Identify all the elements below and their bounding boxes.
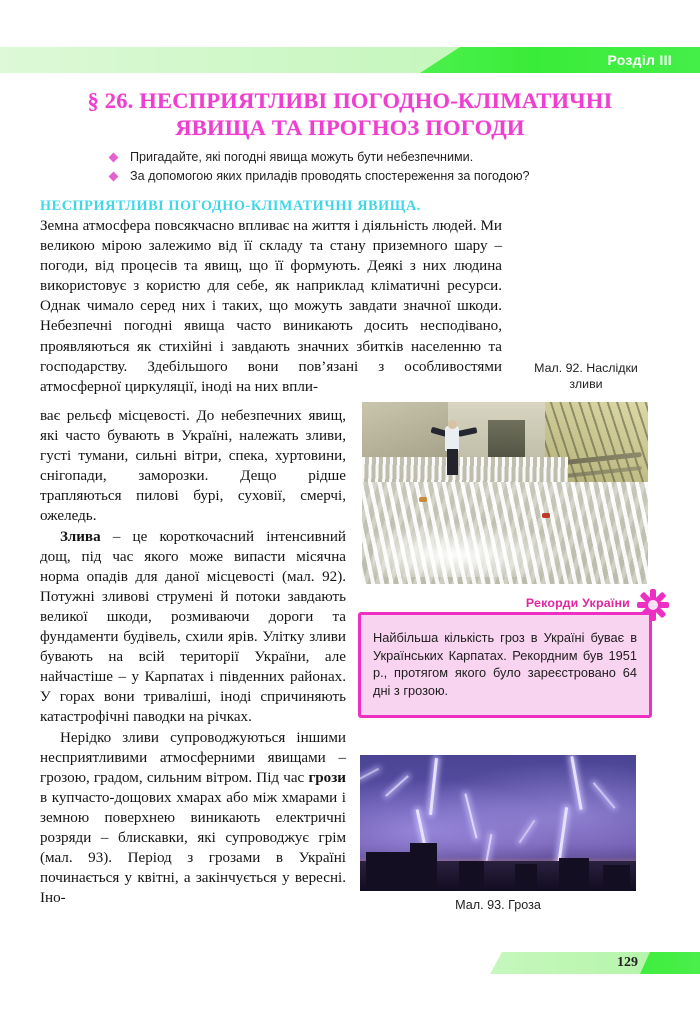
record-box-text: Найбільша кількість гроз в Україні буває в Українських Карпатах. Рекордним був 1951 р., протягом якого було зареєстровано 64 дні з грозою. xyxy=(373,630,637,698)
body-text-wide xyxy=(40,216,502,397)
fig92-person-torso xyxy=(445,426,459,451)
page-number: 129 xyxy=(617,955,638,970)
fig92-debris-orange xyxy=(419,497,427,502)
fig92-water-foam xyxy=(373,522,573,577)
paragraph-2 xyxy=(40,527,346,728)
paragraph-3-part-a: Нерідко зливи супроводжуються іншими несприятливими атмосферними явищами – грозою, градом, сильним вітром. Під час xyxy=(40,729,346,786)
paragraph-3 xyxy=(40,728,346,909)
paragraph-3-part-b: в купчасто-дощових хмарах або між хмарами і земною поверхнею виникають електричні розряди – блискавки, які супроводжує грім (мал. 93). Період з грозами в Україні починається у квітні, а закінчується у вересні. Іно- xyxy=(40,789,346,907)
paragraph-2-rest: – це короткочасний інтенсивний дощ, під час якого може випасти місячна норма опадів для даної місцевості (мал. 92). Потужні зливові струмені й потоки завдають великої шкоди, розмиваючи дороги та фундаменти будівель, схили ярів. Улітку зливи бувають на всій території України, але найчастіше – у Карпатах і південних районах. У горах вони триваліші, іноді спричиняють катастрофічні паводки на річках. xyxy=(40,528,346,726)
body-text-narrow xyxy=(40,406,346,908)
lead-question-2-text: За допомогою яких приладів проводять спостереження за погодою? xyxy=(130,169,530,183)
fig93-building-4 xyxy=(515,864,537,891)
figure-92-caption-line-1: Мал. 92. Наслідки xyxy=(534,361,638,375)
figure-92-image xyxy=(362,402,648,584)
fig93-building-3 xyxy=(459,861,484,891)
fig92-debris-red xyxy=(542,513,550,518)
diamond-bullet-icon xyxy=(109,172,119,182)
page-title xyxy=(38,87,662,141)
figure-93-image xyxy=(360,755,636,891)
lead-question-2 xyxy=(108,167,668,186)
paragraph-1-wide: Земна атмосфера повсякчасно впливає на життя і діяльність людей. Ми великою мірою залежимо від її складу та стану приземного шару – погоди, від процесів та явищ, що її формують. Деякі з них людина використовує з користю для себе, як наприклад кліматичні ресурси. Однак чимало серед них і таких, що можуть завдати значної шкоди. Небезпечні погодні явища часто виникають досить несподівано, проявляються як стихійні і завдають значних збитків населенню та господарству. Здебільшого вони пов’язані з особливостями атмосферної циркуляції, іноді на них впли- xyxy=(40,218,502,395)
chapter-label: Розділ III xyxy=(607,52,672,68)
lead-question-1 xyxy=(108,148,668,167)
term-zlyva: Злива xyxy=(60,528,101,545)
fig93-building-1 xyxy=(366,852,410,891)
paragraph-1-narrow: ває рельєф місцевості. До небезпечних явищ, які часто бувають в Україні, належать зливи, густі тумани, сильні вітри, спека, хуртовини, снігопади, заморозки. Дещо рідше трапляються пилові бурі, суховії, смерчі, ожеледь. xyxy=(40,408,346,525)
footer-bright-band xyxy=(640,952,700,974)
fig93-building-5 xyxy=(559,858,589,891)
page-title-line-2: ЯВИЩА ТА ПРОГНОЗ ПОГОДИ xyxy=(175,115,525,140)
running-head xyxy=(0,47,700,73)
lead-question-1-text: Пригадайте, які погодні явища можуть бути небезпечними. xyxy=(130,150,474,164)
fig93-building-6 xyxy=(603,865,631,891)
term-hrozy: грози xyxy=(308,769,346,786)
figure-93-caption: Мал. 93. Гроза xyxy=(455,898,541,912)
record-box-heading: Рекорди України xyxy=(525,596,630,610)
diamond-bullet-icon xyxy=(109,153,119,163)
fig92-person-head xyxy=(448,420,457,428)
page-footer xyxy=(0,952,700,974)
fig92-person-legs xyxy=(447,449,458,474)
fig93-building-2 xyxy=(410,843,438,891)
section-heading: НЕСПРИЯТЛИВІ ПОГОДНО-КЛІМАТИЧНІ ЯВИЩА. xyxy=(40,198,421,214)
lead-questions xyxy=(108,148,668,186)
figure-92-caption xyxy=(496,360,676,392)
record-box xyxy=(358,612,652,718)
page-title-line-1: § 26. НЕСПРИЯТЛИВІ ПОГОДНО-КЛІМАТИЧНІ xyxy=(87,88,613,113)
figure-92-caption-line-2: зливи xyxy=(569,377,603,391)
